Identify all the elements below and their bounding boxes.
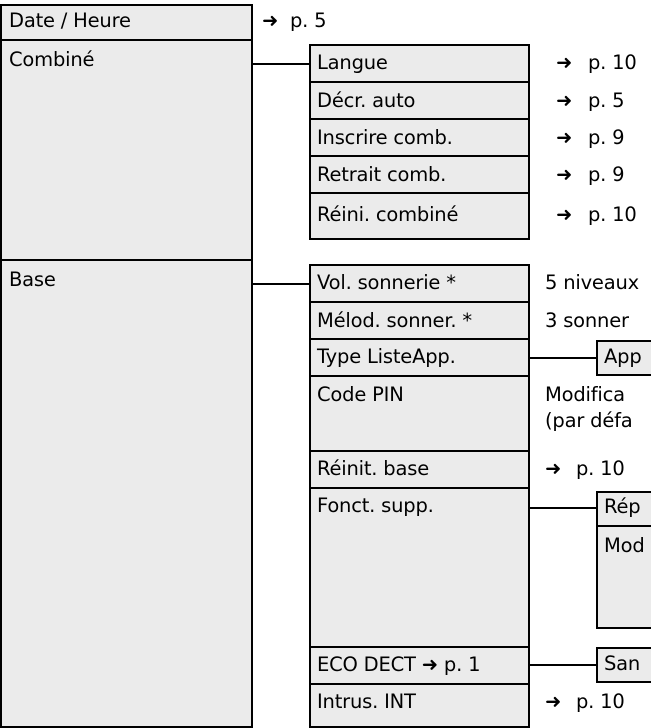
arrow-icon: ➜ [556, 51, 573, 74]
submenu-item-label: Fonct. supp. [317, 494, 434, 517]
arrow-icon: ➜ [262, 9, 279, 32]
submenu-item-label: Langue [317, 51, 388, 74]
menu-base[interactable] [0, 259, 253, 728]
arrow-icon: ➜ [556, 126, 573, 149]
submenu-option-label: Mod [604, 534, 645, 557]
page-ref[interactable]: p. 9 [588, 163, 625, 186]
option-description: Modifica [545, 383, 625, 406]
page-ref[interactable]: p. 5 [290, 9, 327, 32]
page-ref[interactable]: p. 9 [588, 126, 625, 149]
submenu-option-label: San [604, 652, 641, 675]
page-ref[interactable]: p. 10 [588, 203, 637, 226]
submenu-item-label: Réini. combiné [317, 203, 459, 226]
page-ref[interactable]: p. 10 [576, 457, 625, 480]
connector-line [253, 283, 311, 285]
arrow-icon: ➜ [556, 163, 573, 186]
menu-date-heure-label: Date / Heure [9, 9, 131, 32]
submenu-item-label: Mélod. sonner. * [317, 309, 472, 332]
option-description: 3 sonner [545, 309, 629, 332]
page-ref[interactable]: p. 10 [588, 51, 637, 74]
connector-line [530, 664, 598, 666]
menu-combine-label: Combiné [9, 48, 95, 71]
connector-line [530, 507, 598, 509]
submenu-item-label: Intrus. INT [317, 690, 416, 713]
option-description: (par défa [545, 409, 633, 432]
arrow-icon: ➜ [556, 203, 573, 226]
arrow-icon: ➜ [545, 690, 562, 713]
submenu-item-label: Type ListeApp. [317, 345, 456, 368]
page-ref[interactable]: p. 5 [588, 89, 625, 112]
menu-base-label: Base [9, 268, 56, 291]
option-description: 5 niveaux [545, 271, 639, 294]
page-ref[interactable]: p. 10 [576, 690, 625, 713]
menu-combine[interactable] [0, 39, 253, 261]
arrow-icon: ➜ [556, 89, 573, 112]
submenu-item-label: Vol. sonnerie * [317, 271, 456, 294]
submenu-item-label: ECO DECT ➜ p. 1 [317, 653, 481, 676]
submenu-item-label: Code PIN [317, 383, 404, 406]
page-ref[interactable]: p. 1 [443, 653, 481, 676]
submenu-item-label: Inscrire comb. [317, 126, 453, 149]
submenu-item-label: Décr. auto [317, 89, 416, 112]
submenu-item-label: Réinit. base [317, 457, 429, 480]
arrow-icon: ➜ [545, 457, 562, 480]
connector-line [253, 63, 311, 65]
submenu-option-label: Rép [604, 495, 641, 518]
submenu-option-label: App [604, 345, 642, 368]
arrow-icon: ➜ [421, 653, 438, 676]
submenu-item-label: Retrait comb. [317, 163, 447, 186]
connector-line [530, 357, 598, 359]
